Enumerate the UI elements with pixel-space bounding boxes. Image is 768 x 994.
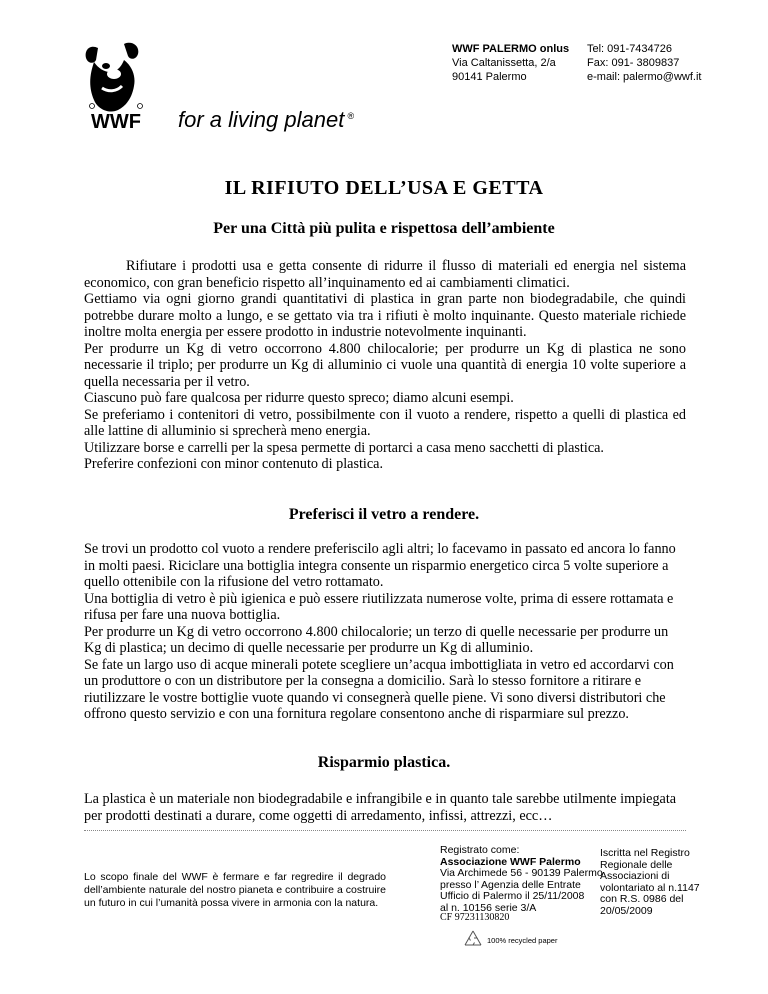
reg-label: Registrato come:: [440, 844, 520, 856]
intro-paragraph: Rifiutare i prodotti usa e getta consente di ridurre il flusso di materiali ed energia nel sistema economico, con gran beneficio rispetto all’inquinamento ed ai cambiamenti climatici.: [84, 258, 686, 291]
section-paragraph: Per produrre un Kg di vetro occorrono 4.800 chilocalorie; un terzo di quelle necessarie per produrre un Kg di plastica; un decimo di quelle necessarie per produrre un Kg di alluminio.: [84, 623, 669, 656]
intro-text: [84, 258, 686, 473]
section-paragraph: Se trovi un prodotto col vuoto a rendere preferiscilo agli altri; lo facevamo in passato ed ancora lo fanno in molti paesi. Riciclare una bottiglia integra consente un risparmio energetico circa 5 volte superiore a quello ottenibile con la rifusione del vetro rottamato.: [84, 541, 676, 590]
section-title-vetro: Preferisci il vetro a rendere.: [288, 506, 480, 523]
registered-mark: ®: [347, 111, 354, 121]
recycled-paper-label: 100% recycled paper: [487, 936, 558, 945]
section-plastica-text: [84, 791, 686, 824]
reg-address: Via Archimede 56 - 90139 Palermo: [440, 867, 603, 879]
org-tel: Tel: 091-7434726: [587, 43, 673, 55]
section-paragraph: Se fate un largo uso di acque minerali potete scegliere un’acqua imbottigliata in vetro ed accordarvi con un produttore o con un distributore per la consegna a domicilio. Sarà lo stesso fornitore a ritirare e riutilizzare le vostre bottiglie vuote quando vi consegnerà quelle piene. Vi sono diversi distributori che offrono questo servizio e con una fornitura regolare consentono anche di risparmiare sul prezzo.: [84, 656, 674, 722]
section-paragraph: Una bottiglia di vetro è più igienica e può essere riutilizzata numerose volte, prima di essere rottamata e rifusa per fare una nuova bottiglia.: [84, 590, 674, 623]
org-address-line2: 90141 Palermo: [452, 71, 527, 83]
reg-line: presso l’ Agenzia delle Entrate: [440, 878, 581, 891]
reg-name: Associazione WWF Palermo: [440, 855, 581, 868]
footer-divider: [84, 830, 686, 831]
footer-iscritta: Iscritta nel Registro Regionale delle Associazioni di volontariato al n.1147 con R.S. 0986 del 20/05/2009: [600, 847, 700, 917]
footer-registration: [440, 845, 603, 914]
intro-paragraph: Se preferiamo i contenitori di vetro, possibilmente con il vuoto a rendere, rispetto a quelli di plastica ed alle lattine di alluminio si sprecherà meno energia.: [84, 406, 686, 439]
org-email: e-mail: palermo@wwf.it: [587, 71, 702, 83]
reg-line: al n. 10156 serie 3/A: [440, 901, 537, 914]
intro-paragraph: Ciascuno può fare qualcosa per ridurre questo spreco; diamo alcuni esempi.: [84, 390, 514, 406]
org-fax: Fax: 091- 3809837: [587, 57, 680, 69]
document-title: IL RIFIUTO DELL’USA E GETTA: [224, 177, 544, 199]
intro-paragraph: Per produrre un Kg di vetro occorrono 4.800 chilocalorie; per produrre un Kg di plastica ne sono necessarie il triplo; per produrre un Kg di alluminio ci vuole una quantità di energia 10 volte superiore a quella necessaria per il vetro.: [84, 340, 686, 390]
footer-mission: Lo scopo finale del WWF è fermare e far regredire il degrado dell’ambiente naturale del nostro pianeta e contribuire a costruire un futuro in cui l’umanità possa vivere in armonia con la natura.: [84, 871, 386, 909]
org-address-block: [452, 42, 569, 84]
org-address-line1: Via Caltanissetta, 2/a: [452, 57, 556, 69]
section-paragraph: La plastica è un materiale non biodegradabile e infrangibile e in quanto tale sarebbe utilmente impiegata per prodotti destinati a durare, come oggetti di arredamento, infissi, attrezzi, ecc…: [84, 791, 677, 824]
svg-text:WWF: WWF: [91, 111, 141, 130]
org-name: WWF PALERMO onlus: [452, 43, 570, 55]
section-title-plastica: Risparmio plastica.: [317, 754, 451, 771]
intro-paragraph: Utilizzare borse e carrelli per la spesa permette di portarci a casa meno sacchetti di plastica.: [84, 439, 604, 456]
org-contacts-block: [587, 42, 701, 84]
intro-paragraph: Preferire confezioni con minor contenuto di plastica.: [84, 456, 384, 472]
recycle-icon: [461, 928, 485, 952]
reg-line: Ufficio di Palermo il 25/11/2008: [440, 890, 585, 902]
footer-cf: CF 97231130820: [440, 912, 510, 923]
tagline-text: for a living planet: [178, 107, 345, 132]
section-vetro-text: [84, 541, 686, 723]
document-subtitle: Per una Città più pulita e rispettosa dell’ambiente: [213, 220, 555, 237]
wwf-panda-logo: [80, 40, 152, 130]
intro-paragraph: Gettiamo via ogni giorno grandi quantitativi di plastica in gran parte non biodegradabile, che quindi potrebbe durare molto a lungo, e se gettato via tra i rifiuti è molto inquinante. Questo materiale richiede inoltre molta energia per essere prodotto in industrie notevolmente inquinanti.: [84, 291, 686, 340]
tagline: [178, 107, 354, 133]
